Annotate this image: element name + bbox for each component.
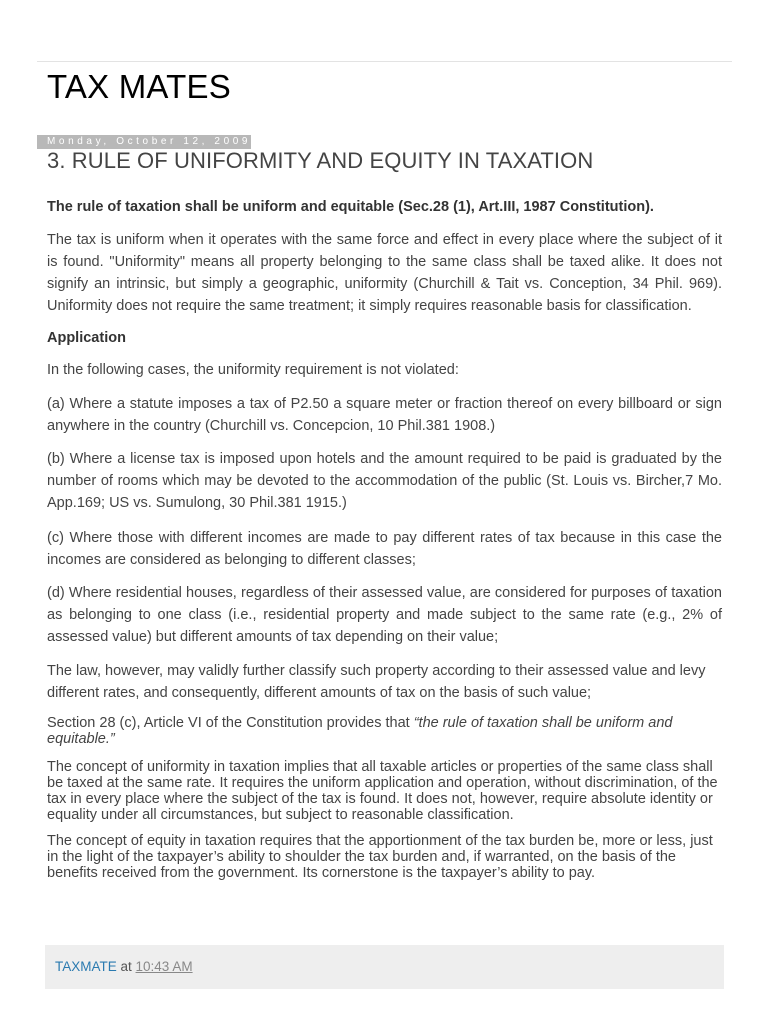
case-a: (a) Where a statute imposes a tax of P2.50 a square meter or fraction thereof on every billboard or sign anywhere in the country (Churchill vs. Concepcion, 10 Phil.381 1908.) — [47, 396, 722, 434]
equity-concept-paragraph: The concept of equity in taxation requires that the apportionment of the tax burden be, more or less, just in the light of the taxpayer’s ability to shoulder the tax burden and, if warranted, on the basis of the benefits received from the government. Its cornerstone is the taxpayer’s ability to pay. — [47, 833, 713, 881]
post-body — [47, 196, 722, 881]
uniformity-concept-paragraph: The concept of uniformity in taxation implies that all taxable articles or properties of the same class shall be taxed at the same rate. It requires the uniform application and operation, without discrimination, of the tax in every place where the subject of the tax is found. It does not, however, require absolute identity or equality under all circumstances, but subject to reasonable classification. — [47, 759, 718, 823]
section-paragraph — [47, 715, 722, 747]
section-prefix: Section 28 (c), Article VI of the Constitution provides that — [47, 715, 414, 731]
application-heading: Application — [47, 330, 126, 346]
footer-at-text: at — [116, 959, 136, 974]
post-title[interactable]: 3. RULE OF UNIFORMITY AND EQUITY IN TAXATION — [47, 148, 594, 173]
author-link[interactable]: TAXMATE — [55, 959, 117, 974]
date-header: Monday, October 12, 2009 — [37, 135, 251, 149]
case-b: (b) Where a license tax is imposed upon hotels and the amount required to be paid is graduated by the number of rooms which may be devoted to the accommodation of the public (St. Louis vs. Bircher,7 Mo. App.169; US vs. Sumulong, 30 Phil.381 1915.) — [47, 451, 722, 511]
post-footer-line — [55, 959, 193, 974]
case-d: (d) Where residential houses, regardless of their assessed value, are considered for purposes of taxation as belonging to one class (i.e., residential property and made subject to the same rate (e.g., 2% of assessed value) but different amounts of tax depending on their value; — [47, 585, 722, 645]
cases-intro: In the following cases, the uniformity requirement is not violated: — [47, 362, 459, 378]
post-footer — [45, 945, 724, 989]
uniform-definition-paragraph: The tax is uniform when it operates with the same force and effect in every place where the subject of it is found. "Uniformity" means all property belonging to the same class shall be taxed alike. It does not signify an intrinsic, but simply a geographic, uniformity (Churchill & Tait vs. Conception, 34 Phil. 969). Uniformity does not require the same treatment; it simply requires reasonable basis for classification. — [47, 232, 722, 314]
case-c: (c) Where those with different incomes are made to pay different rates of tax because in this case the incomes are considered as belonging to different classes; — [47, 530, 722, 568]
blog-title[interactable]: TAX MATES — [47, 68, 231, 105]
section-quote: “the rule of taxation shall be uniform and equitable.” — [47, 715, 673, 747]
post-timestamp-link[interactable]: 10:43 AM — [135, 959, 193, 974]
header-divider — [37, 61, 732, 62]
law-paragraph: The law, however, may validly further classify such property according to their assessed value and levy different rates, and consequently, different amounts of tax on the basis of such value; — [47, 663, 706, 701]
lead-statement: The rule of taxation shall be uniform and equitable (Sec.28 (1), Art.III, 1987 Constitution). — [47, 199, 654, 215]
